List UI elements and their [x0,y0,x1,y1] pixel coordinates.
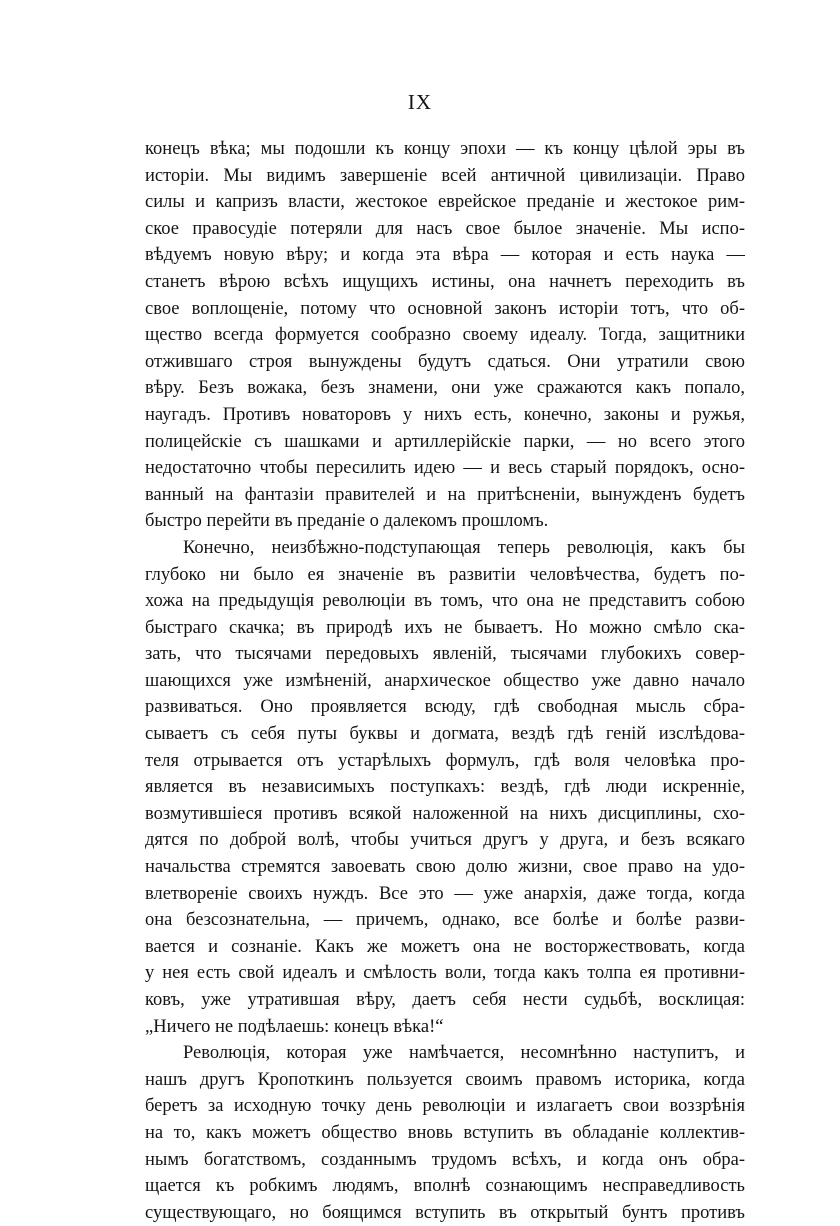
text-line: возмутившіеся противъ всякой наложенной на нихъ дисциплины, схо- [145,803,745,824]
text-line: шающихся уже измѣненій, анархическое общество уже давно начало [145,670,745,691]
text-line: „Ничего не подѣлаешь: конецъ вѣка!“ [145,1016,444,1037]
text-line: щается къ робкимъ людямъ, вполнѣ сознающимъ несправедливость [145,1176,745,1197]
text-line: щество всегда формуется сообразно своему идеалу. Тогда, защитники [145,325,745,346]
paragraph [145,1040,745,1226]
text-line: быстро перейти въ преданіе о далекомъ прошломъ. [145,511,549,532]
text-line: вается и сознаніе. Какъ же можетъ она не восторжествовать, когда [145,936,745,957]
text-line: у нея есть свой идеалъ и смѣлость воли, тогда какъ толпа ея противни- [145,963,745,984]
text-line: вѣру. Безъ вожака, безъ знамени, они уже сражаются какъ попало, [145,378,745,399]
text-line: зать, что тысячами передовыхъ явленій, тысячами глубокихъ совер- [145,644,745,665]
text-line: теля отрывается отъ устарѣлыхъ формулъ, гдѣ воля человѣка про- [145,750,745,771]
text-line: наугадъ. Противъ новаторовъ у нихъ есть, конечно, законы и ружья, [145,404,745,425]
text-line: влетвореніе своихъ нуждъ. Все это — уже анархія, даже тогда, когда [145,883,745,904]
paragraph [145,535,745,1040]
body-text [145,136,745,1226]
text-line: дятся по доброй волѣ, чтобы учиться другъ у друга, и безъ всякаго [145,830,745,851]
text-line: конецъ вѣка; мы подошли къ концу эпохи — къ концу цѣлой эры въ [145,139,745,159]
text-line: свое воплощеніе, потому что основной законъ исторіи тотъ, что об- [145,298,745,319]
text-line: станетъ вѣрою всѣхъ ищущихъ истины, она начнетъ переходить въ [145,271,745,292]
text-line: является въ независимыхъ поступкахъ: вездѣ, гдѣ люди искренніе, [145,777,745,798]
text-line: Конечно, неизбѣжно-подступающая теперь революція, какъ бы [183,537,745,558]
text-line: нашъ другъ Кропоткинъ пользуется своимъ правомъ историка, когда [145,1069,745,1090]
text-line: хожа на предыдущія революціи въ томъ, что она не представитъ собою [145,591,745,612]
text-line: исторіи. Мы видимъ завершеніе всей античной цивилизаціи. Право [145,165,745,186]
text-line: полицейскіе съ шашками и артиллерійскіе парки, — но всего этого [145,431,745,452]
text-line: ское правосудіе потеряли для насъ свое былое значеніе. Мы испо- [145,218,745,239]
text-line: недостаточно чтобы пересилить идею — и весь старый порядокъ, осно- [145,458,745,479]
text-line: на то, какъ можетъ общество вновь вступить въ обладаніе коллектив- [145,1122,745,1143]
text-line: ковъ, уже утратившая вѣру, даетъ себя нести судьбѣ, восклицая: [145,990,745,1010]
text-line: ванный на фантазіи правителей и на притѣсненіи, вынужденъ будетъ [145,484,745,505]
page-number: IX [407,90,433,114]
text-line: беретъ за исходную точку день революціи и излагаетъ свои воззрѣнія [145,1096,745,1117]
text-line: сываетъ съ себя путы буквы и догмата, вездѣ гдѣ геній изслѣдова- [145,724,745,745]
text-line: Революція, которая уже намѣчается, несомнѣнно наступитъ, и [183,1043,745,1064]
text-line: существующаго, но боящимся вступить въ открытый бунтъ противъ [145,1202,745,1223]
text-line: начальства стремятся завоевать свою долю жизни, свое право на удо- [145,857,745,878]
text-line: отжившаго строя вынуждены будутъ сдаться. Они утратили свою [145,351,745,372]
paragraph [145,136,745,535]
text-line: силы и капризъ власти, жестокое еврейское преданіе и жестокое рим- [145,192,745,213]
text-line: глубоко ни было ея значеніе въ развитіи человѣчества, будетъ по- [145,564,745,585]
text-line: развиваться. Оно проявляется всюду, гдѣ свободная мысль сбра- [145,697,745,718]
text-line: нымъ богатствомъ, созданнымъ трудомъ всѣхъ, и когда онъ обра- [145,1149,745,1170]
text-line: вѣдуемъ новую вѣру; и когда эта вѣра — которая и есть наука — [145,245,745,266]
text-line: быстраго скачка; въ природѣ ихъ не бываетъ. Но можно смѣло ска- [145,617,745,638]
text-line: она безсознательна, — причемъ, однако, все болѣе и болѣе разви- [145,910,745,931]
